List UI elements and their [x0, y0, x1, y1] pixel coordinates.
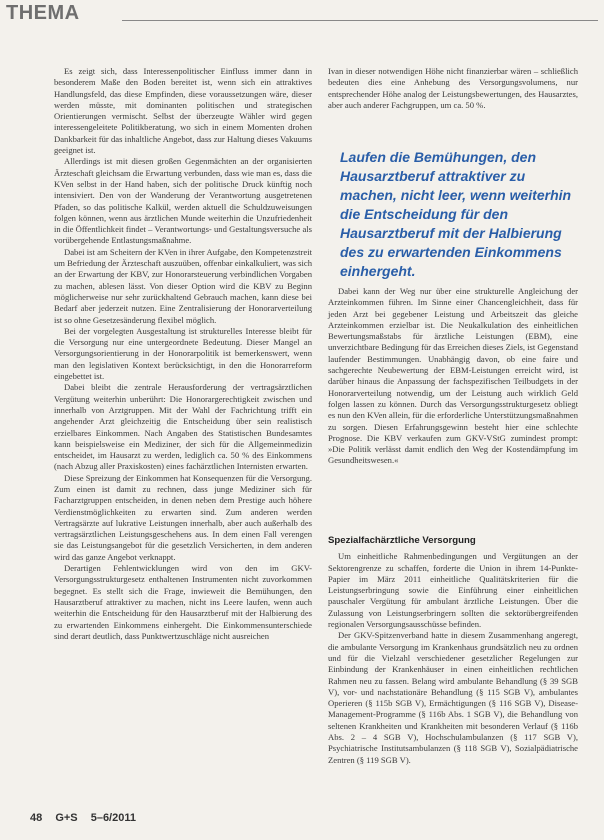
paragraph: Dabei ist am Scheitern der KVen in ihrer Aufgabe, den Kompetenzstreit um Befriedung der Ärzteschaft auszuüben, offenbar einkalkuliert, was sich an der Erwartung der KBV, zur Honorarsteuerung verbindlichen Vorgaben zu machen, ablesen lässt. Von dieser Option wird die KBV zu Beginn möglicherweise nur sehr zurückhaltend Gebrauch machen, kann diese bei Bedarf aber jederzeit nutzen. Eine Zentralisierung der Honorarverteilung ist so ohne Gesetzesänderung flexibel möglich. [54, 246, 312, 325]
subheading: Spezialfachärztliche Versorgung [328, 535, 476, 546]
page-footer [30, 812, 146, 824]
paragraph: Ivan in dieser notwendigen Höhe nicht finanzierbar wären – schließlich bedeuten dies eine Anhebung des Versorgungsvolumens, nur entsprechender Höhe analog der Leistungsbewertungen, des Hausarztes, aber auch anderer Fachgruppen, um ca. 50 %. [328, 66, 578, 110]
paragraph: Es zeigt sich, dass Interessenpolitischer Einfluss immer dann in besonderem Maße den Boden bereitet ist, wenn sich ein attraktives Handlungsfeld, das diese Empfinden, diese voraussetzungen wäre, dieser werden müsste, mit dominanten politischen und strategischen Orientierungen vermischt. Selbst der überzeugte Wähler wird gegen interessengeleitete Politikberatung, wo sich in einem Momenten drohen Dankbarkeit für das inhaltliche Angebot, dass zur Haltung dieses Vakuums geeignet ist. [54, 66, 312, 156]
journal-name: G+S [55, 812, 78, 824]
paragraph: Dabei kann der Weg nur über eine strukturelle Angleichung der Arzteinkommen führen. Im Sinne einer Chancengleichheit, dass für jeden Arzt bei gegebener Leistung und Arbeitszeit das gleiche Arzteinkommen erzielbar ist. Die Neukalkulation des einheitlichen Bewertungsmaßstabs für ärztliche Leistungen (EBM), eine unverzichtbare Bedingung für das Erreichen dieses Ziels, ist Gegenstand laufender Bestimmungen. Unabhängig davon, ob eine faire und sachgerechte Neubewertung der EBM-Leistungen erreicht wird, ist darüber hinaus die Anpassung der fachspezifischen Teilbudgets in der Honorarverteilung notwendig, um der Leistung auch wirklich Geld folgen lassen zu können. Durch das Versorgungsstrukturgesetz obliegt es nun den KVen allein, für die erforderliche Unterstützungsmaßnahmen zu sorgen. Diesen Erfahrungsgewinn besteht hier eine schlechte Prognose. Die KBV verkaufen zum GKV-VStG zumindest prompt: »Die Politik verlässt damit endlich den Weg der Kostendämpfung im Gesundheitswesen.« [328, 286, 578, 466]
pull-quote: Laufen die Bemühungen, den Hausarztberuf attraktiver zu machen, nicht leer, wenn weiterhin die Entscheidung für den Hausarztberuf mit der Halbierung des zu erwartenden Einkommens einhergeht. [340, 149, 572, 279]
paragraph: Der GKV-Spitzenverband hatte in diesem Zusammenhang angeregt, die ambulante Versorgung im Krankenhaus grundsätzlich neu zu ordnen und für die Vielzahl verschiedener gesetzlicher Regelungen zur Einbindung der Krankenhäuser in einen einheitlichen rechtlichen Rahmen neu zu fassen. Belang wird ambulante Behandlung (§ 39 SGB V), vor- und nachstationäre Behandlung (§ 115 SGB V), ambulantes Operieren (§ 115b SGB V), Ermächtigungen (§ 116 SGB V), Disease-Management-Programme (§ 116b Abs. 1 SGB V), die Behandlung von seltenen Krankheiten und Krankheiten mit besonderen Verlauf (§ 116b Abs. 2 – 4 SGB V), Hochschulambulanzen (§ 117 SGB V), Psychiatrische Institutsambulanzen (§ 118 SGB V), Sozialpädiatrische Zentren (§ 119 SGB V). [328, 630, 578, 765]
page-header [6, 2, 598, 28]
paragraph: Diese Spreizung der Einkommen hat Konsequenzen für die Versorgung. Zum einen ist damit zu rechnen, dass junge Mediziner sich für Facharztgruppen entscheiden, in denen neben dem Prestige auch höhere Verdienstmöglichkeiten zu erwarten sind. Zum anderen werden Vertragsärzte auf lukrative Leistungen innerhalb, aber auch außerhalb des vertragsärztlichen Leistungsgeschehens aus. In dem einen Fall verengen sie das Leistungsangebot für die gesetzlich Versicherten, in dem anderen wird das ganze Angebot verknappt. [54, 472, 312, 562]
paragraph: Um einheitliche Rahmenbedingungen und Vergütungen an der Sektorengrenze zu schaffen, forderte die Union in ihrem 14-Punkte-Papier im März 2011 einheitliche Qualitätskriterien für die Leistungserbringung sowie die Einführung einer einheitlichen pauschaler Vergütung für ambulant ärztliche Leistungen. Über die Zulassung von Leistungserbringern sollten die sektorübergreifenden regionalen Versorgungsausschüsse befinden. [328, 551, 578, 630]
right-column-bottom [328, 535, 578, 766]
paragraph: Derartigen Fehlentwicklungen wird von den im GKV-Versorgungsstrukturgesetz enthaltenen Instrumenten nicht zuvorkommen begegnet. Es stellt sich die Frage, inwieweit die Bemühungen, den Hausarztberuf attraktiver zu machen, nicht ins Leere laufen, wenn auch weiterhin die Entscheidung für den Hausarztberuf mit der Halbierung des zu erwartenden Einkommens einhergeht. Die Einkommensunterschiede sind derart deutlich, dass Punktwertzuschläge nicht ausreichen [54, 563, 312, 641]
issue-number: 5–6/2011 [90, 812, 136, 824]
page-number: 48 [30, 812, 43, 824]
right-column-top [328, 66, 578, 111]
paragraph: Dabei bleibt die zentrale Herausforderung der vertragsärztlichen Vergütung weiterhin unberührt: Die Honorargerechtigkeit zwischen und innerhalb von Arztgruppen. Mit der Wahl der Fachrichtung trifft ein angehender Arzt gleichzeitig die Entscheidung über sein realistisch erzielbares Einkommen. Nach Angaben des Statistischen Bundesamtes kann beispielsweise ein Mediziner, der sich für die Allgemeinmedizin entscheidet, im Hausarzt zu werden, lediglich ca. 50 % des Einkommens (nach Abzug aller Praxiskosten) eines fachärztlichen Internisten erwarten. [54, 382, 312, 472]
paragraph: Bei der vorgelegten Ausgestaltung ist strukturelles Interesse bleibt für die Versorgung nur eine untergeordnete Bedeutung. Dieser Mangel an Versorgungsorientierung in der Honorarpolitik ist bemerkenswert, wenn man den legislativen Kontext berücksichtigt, in den die Honorarreform eingebettet ist. [54, 325, 312, 382]
right-column-middle [328, 286, 578, 467]
header-rule [122, 20, 598, 21]
section-label: THEMA [6, 2, 80, 24]
paragraph: Allerdings ist mit diesen großen Gegenmächten an der organisierten Ärzteschaft gleichsam die Erwartung verbunden, dass wie man es, dass die KVen selbst in der Hand haben, sich der politische Druck künftig noch intensiviert. Den von der Wanderung der Verantwortung ausgetretenen Pfaden, so das politische Kalkül, werden aktuell die Schuldzuweisungen folgen können, wenn aus ärztlichen Munde weiterhin die Unzufriedenheit in die Öffentlichkeit findet – Verantwortungs- und Gestaltungsversuche als vorübergehende Entlastungsmaßnahme. [54, 156, 312, 246]
left-column [54, 66, 312, 642]
